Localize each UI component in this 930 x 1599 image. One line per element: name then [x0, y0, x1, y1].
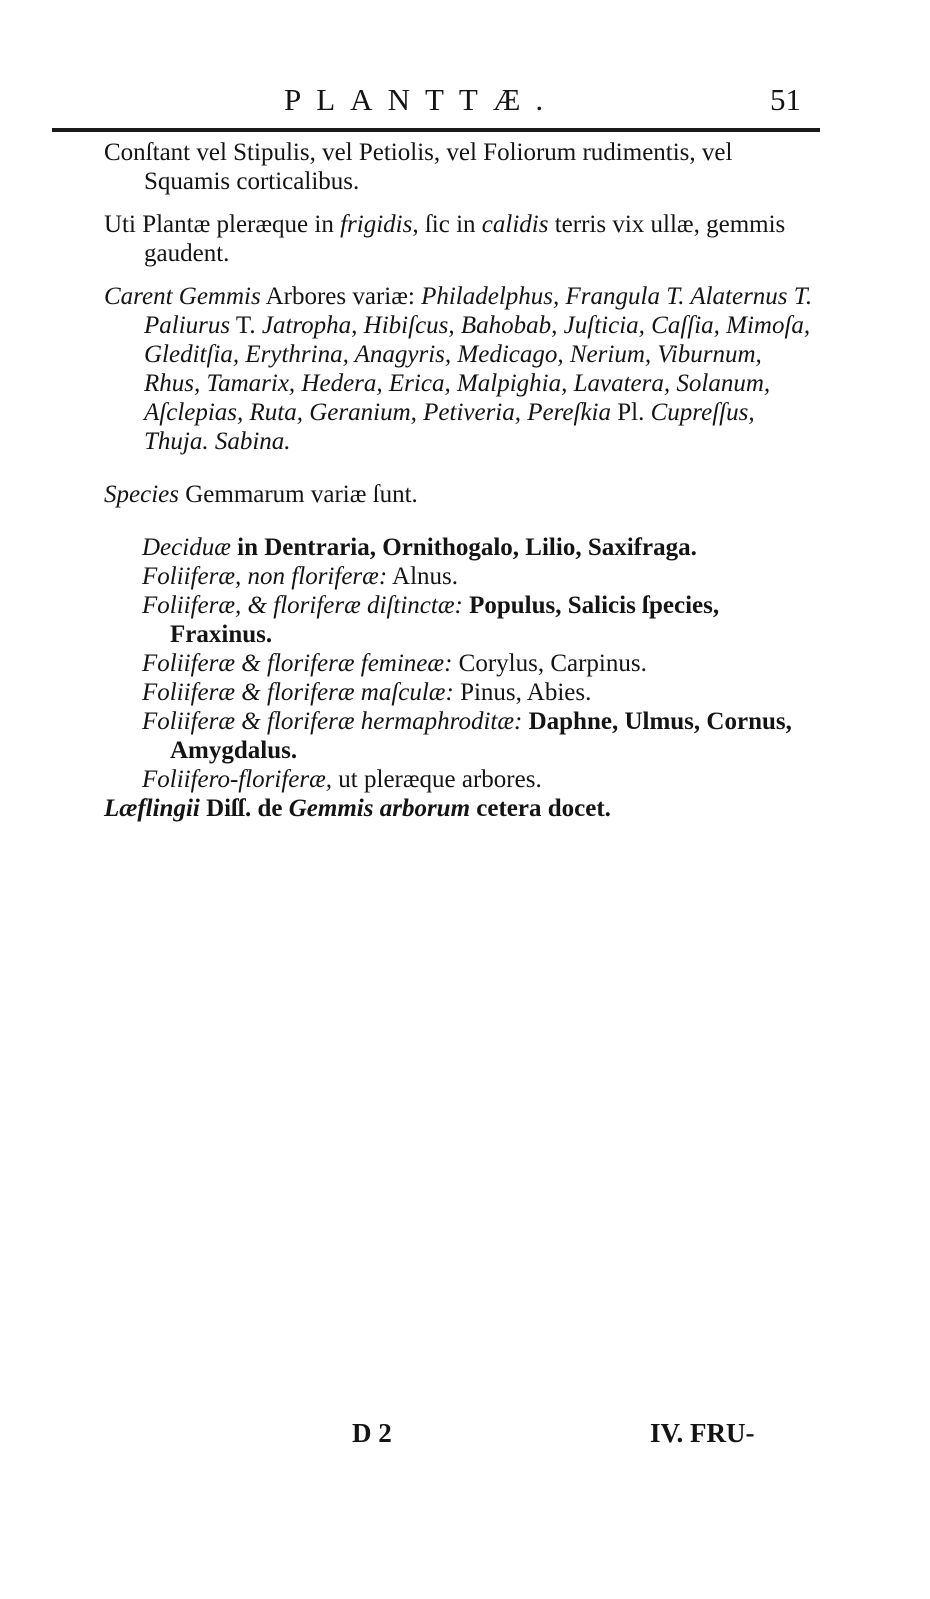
paragraph-text: Conſtant vel Stipulis, vel Petiolis, vel Foliorum rudimentis, vel Squamis corticalibus. — [104, 139, 733, 195]
paragraph-stipules — [104, 138, 824, 196]
species-text: Pinus, Abies. — [453, 679, 592, 706]
text-run-italic: calidis — [481, 211, 549, 238]
species-label: Foliiferæ & floriferæ femineæ: — [142, 650, 453, 677]
species-text: in Dentraria, Ornithogalo, Lilio, Saxifraga. — [230, 534, 697, 561]
signature-mark: D 2 — [352, 1418, 392, 1448]
text-run: Diſſ. de — [199, 795, 289, 822]
text-run-italic: Philadelphus, Frangula T. Alaternus T. Paliurus — [144, 283, 813, 339]
species-text: ut pleræque arbores. — [332, 766, 542, 793]
catchword: IV. FRU- — [650, 1418, 755, 1448]
text-run: terris vix ullæ, gemmis gaudent. — [144, 211, 786, 267]
text-run-italic: Gemmis arborum — [288, 795, 471, 822]
paragraph-carent-gemmis — [104, 282, 824, 456]
page-title: PLANTTÆ. — [284, 82, 559, 117]
species-text: Daphne, Ulmus, Cornus, Amygdalus. — [170, 708, 792, 764]
page-footer — [0, 1418, 930, 1458]
species-list — [142, 533, 824, 794]
paragraph-closing — [104, 794, 824, 823]
paragraph-climate — [104, 210, 824, 268]
text-run-italic: Species — [104, 481, 179, 508]
text-run-italic: Jatropha, Hibiſcus, Bahobab, Juſticia, Caſſia, Mimoſa, Gleditſia, Erythrina, Anagyris, Medicago, Nerium, Viburnum, Rhus, Tamarix, Hedera, Erica, Malpighia, Lavatera, Solanum, Aſclepias, Ruta, Geranium, Petiveria, Pereſkia — [144, 312, 811, 426]
list-item — [142, 562, 824, 591]
text-run: Pl. — [611, 399, 651, 426]
text-run: T. — [230, 312, 262, 339]
species-text: Alnus. — [387, 563, 459, 590]
text-run: Arbores variæ: — [260, 283, 422, 310]
text-run: Uti Plantæ pleræque in — [104, 211, 341, 238]
text-run: Gemmarum variæ ſunt. — [178, 481, 418, 508]
species-label: Foliiferæ, non floriferæ: — [142, 563, 388, 590]
text-run-italic: Carent Gemmis — [104, 283, 261, 310]
species-label: Foliiferæ, & floriferæ diſtinctæ: — [142, 592, 463, 619]
text-run: , ſic in — [412, 211, 482, 238]
header-rule — [52, 128, 820, 132]
text-run-italic: frigidis — [340, 211, 413, 238]
species-label: Foliiferæ & floriferæ hermaphroditæ: — [142, 708, 523, 735]
list-item — [142, 707, 824, 765]
species-label: Foliifero-floriferæ, — [142, 766, 333, 793]
species-label: Deciduæ — [142, 534, 231, 561]
paragraph-species-heading — [104, 480, 824, 509]
species-text: Corylus, Carpinus. — [452, 650, 647, 677]
list-item — [142, 533, 824, 562]
species-text: Populus, Salicis ſpecies, Fraxinus. — [170, 592, 720, 648]
list-item — [142, 591, 824, 649]
body-text — [104, 138, 824, 823]
species-label: Foliiferæ & floriferæ maſculæ: — [142, 679, 454, 706]
list-item — [142, 649, 824, 678]
text-run-italic: Cupreſſus, Thuja. Sabina. — [144, 399, 755, 455]
list-item — [142, 765, 824, 794]
text-run: cetera docet. — [470, 795, 611, 822]
text-run-italic: Læflingii — [104, 795, 200, 822]
page-number: 51 — [770, 82, 801, 117]
running-head — [0, 82, 930, 122]
list-item — [142, 678, 824, 707]
